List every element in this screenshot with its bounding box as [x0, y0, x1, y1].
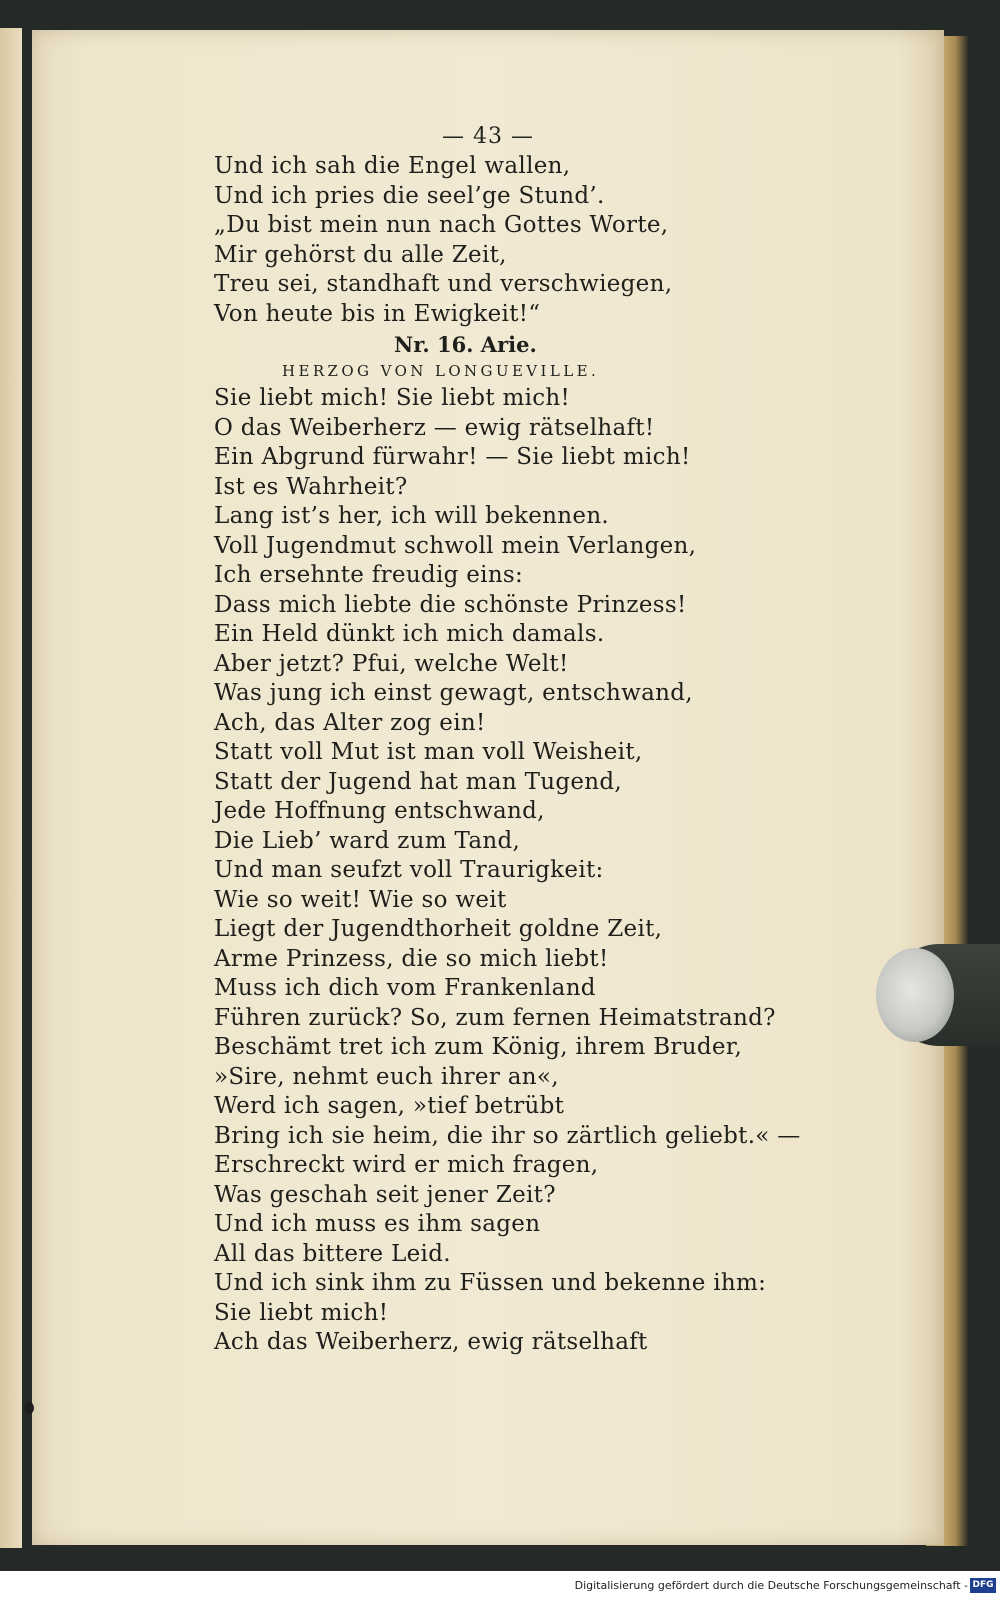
- ink-spot: [24, 1402, 34, 1414]
- poem-text: [214, 152, 894, 1358]
- verse-line: Ein Held dünkt ich mich damals.: [214, 621, 605, 647]
- verse-line: Was geschah seit jener Zeit?: [214, 1181, 556, 1208]
- verse-line: Ist es Wahrheit?: [214, 473, 408, 500]
- verse-line: Ach, das Alter zog ein!: [214, 709, 486, 736]
- verse-line: Von heute bis in Ewigkeit!“: [214, 300, 541, 327]
- verse-line: »Sire, nehmt euch ihrer an«,: [214, 1063, 559, 1090]
- verse-line: Mir gehörst du alle Zeit,: [214, 241, 507, 268]
- verse-line: Lang ist’s her, ich will bekennen.: [214, 503, 610, 529]
- verse-line: Die Lieb’ ward zum Tand,: [214, 827, 521, 854]
- funding-credit: Digitalisierung gefördert durch die Deutsche Forschungsgemeinschaft -: [574, 1579, 968, 1592]
- verse-line: Jede Hoffnung entschwand,: [214, 798, 545, 824]
- verse-line: Beschämt tret ich zum König, ihrem Bruder,: [214, 1034, 743, 1060]
- verse-line: Dass mich liebte die schönste Prinzess!: [214, 591, 687, 618]
- verse-line: Aber jetzt? Pfui, welche Welt!: [214, 650, 569, 677]
- section-heading: Nr. 16. Arie.: [394, 332, 537, 357]
- adjacent-page-edge: [0, 28, 22, 1548]
- verse-line: Und ich pries die seel’ge Stund’.: [214, 182, 605, 209]
- verse-line: Ich ersehnte freudig eins:: [214, 562, 524, 588]
- verse-line: Und ich muss es ihm sagen: [214, 1211, 541, 1237]
- verse-line: Ach das Weiberherz, ewig rätselhaft: [214, 1329, 648, 1355]
- verse-line: Statt der Jugend hat man Tugend,: [214, 768, 623, 795]
- verse-line: Sie liebt mich! Sie liebt mich!: [214, 385, 571, 411]
- page-number: — 43 —: [442, 124, 534, 149]
- verse-line: Statt voll Mut ist man voll Weisheit,: [214, 739, 643, 765]
- verse-line: Führen zurück? So, zum fernen Heimatstrand?: [214, 1004, 776, 1031]
- verse-line: Und man seufzt voll Traurigkeit:: [214, 857, 604, 883]
- verse-line: Und ich sink ihm zu Füssen und bekenne ihm:: [214, 1270, 767, 1296]
- verse-line: O das Weiberherz — ewig rätselhaft!: [214, 414, 655, 441]
- verse-line: Wie so weit! Wie so weit: [214, 886, 507, 913]
- verse-line: Liegt der Jugendthorheit goldne Zeit,: [214, 916, 663, 942]
- verse-line: „Du bist mein nun nach Gottes Worte,: [214, 212, 669, 238]
- verse-block-aria: [214, 384, 894, 1358]
- dfg-logo: DFG: [970, 1578, 996, 1593]
- verse-line: Sie liebt mich!: [214, 1299, 389, 1326]
- verse-line: All das bittere Leid.: [214, 1240, 451, 1267]
- verse-block-before: [214, 152, 894, 329]
- verse-line: Werd ich sagen, »tief betrübt: [214, 1093, 565, 1119]
- verse-line: Und ich sah die Engel wallen,: [214, 153, 571, 179]
- verse-line: Treu sei, standhaft und verschwiegen,: [214, 271, 673, 297]
- verse-line: Bring ich sie heim, die ihr so zärtlich geliebt.« —: [214, 1122, 801, 1149]
- verse-line: Arme Prinzess, die so mich liebt!: [214, 945, 609, 972]
- verse-line: Muss ich dich vom Frankenland: [214, 975, 596, 1001]
- verse-line: Was jung ich einst gewagt, entschwand,: [214, 680, 693, 706]
- verse-line: Erschreckt wird er mich fragen,: [214, 1152, 599, 1178]
- speaker-name: HERZOG VON LONGUEVILLE.: [282, 362, 600, 380]
- footer-bar: [0, 1571, 1000, 1601]
- verse-line: Voll Jugendmut schwoll mein Verlangen,: [214, 532, 697, 559]
- verse-line: Ein Abgrund fürwahr! — Sie liebt mich!: [214, 444, 691, 470]
- page-clip-ring: [876, 948, 954, 1042]
